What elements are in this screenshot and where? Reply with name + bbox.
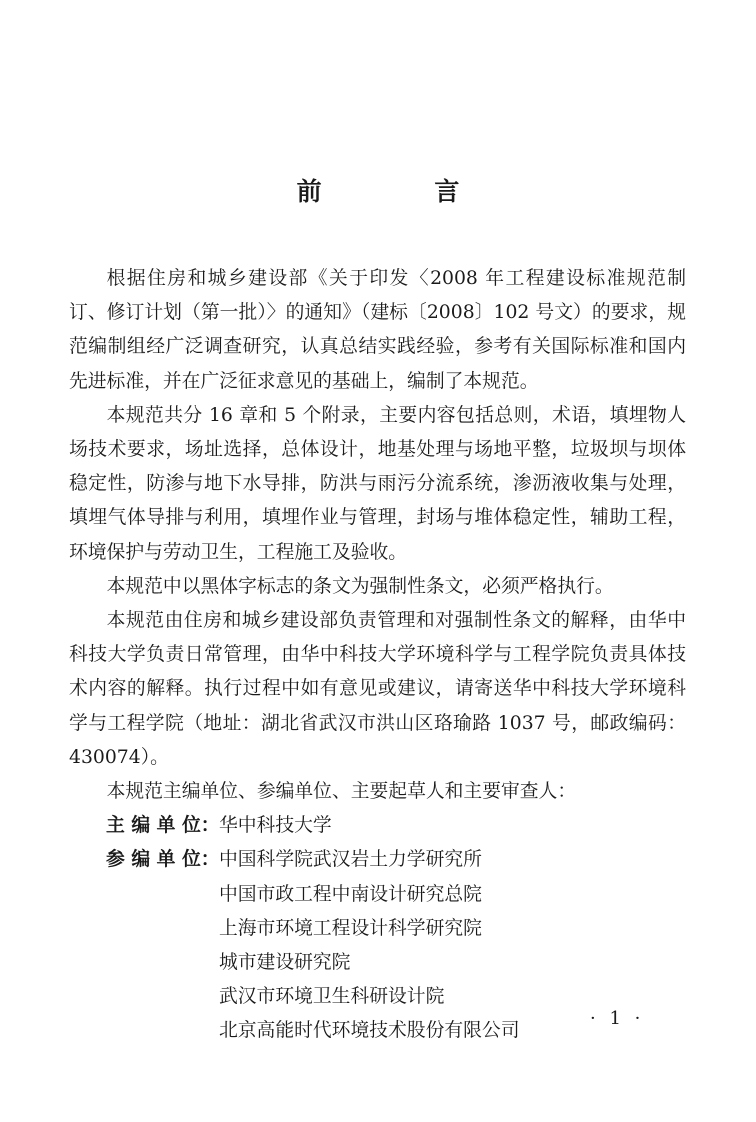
paragraph-4: 本规范由住房和城乡建设部负责管理和对强制性条文的解释，由华中科技大学负责日常管理，由华中科技大学环境科学与工程学院负责具体技术内容的解释。执行过程中如有意见或建议，请寄送华中科技大学环境科学与工程学院（地址：湖北省武汉市洪山区珞瑜路 1037 号，邮政编码：430074）。 [69, 610, 686, 768]
chief-unit-value: 华中科技大学 [219, 815, 332, 837]
participating-unit: 中国科学院武汉岩土力学研究所 [219, 849, 482, 871]
participating-unit: 武汉市环境卫生科研设计院 [219, 986, 445, 1008]
chief-unit-label: 主 编 单 位： [106, 815, 220, 837]
page-title: 前 言 [296, 177, 512, 206]
participating-units-label: 参 编 单 位： [106, 849, 220, 871]
chief-unit-row [69, 809, 686, 843]
paragraph-2: 本规范共分 16 章和 5 个附录，主要内容包括总则，术语，填埋物人场技术要求，场址选择，总体设计，地基处理与场地平整，垃圾坝与坝体稳定性，防渗与地下水导排，防洪与雨污分流系统，渗沥液收集与处理，填埋气体导排与利用，填埋作业与管理，封场与堆体稳定性，辅助工程，环境保护与劳动卫生，工程施工及验收。 [69, 404, 686, 563]
page-number: · 1 · [590, 1008, 645, 1029]
paragraph-5: 本规范主编单位、参编单位、主要起草人和主要审查人： [106, 781, 577, 803]
paragraph-3: 本规范中以黑体字标志的条文为强制性条文，必须严格执行。 [106, 575, 614, 597]
preface-body [69, 262, 686, 1049]
participating-unit: 北京高能时代环境技术股份有限公司 [219, 1020, 520, 1042]
participating-unit: 中国市政工程中南设计研究总院 [219, 883, 482, 905]
participating-unit: 城市建设研究院 [219, 952, 351, 974]
paragraph-1: 根据住房和城乡建设部《关于印发〈2008 年工程建设标准规范制订、修订计划（第一批）〉的通知》（建标〔2008〕102 号文）的要求，规范编制组经广泛调查研究，认真总结实践经验，参考有关国际标准和国内先进标准，并在广泛征求意见的基础上，编制了本规范。 [69, 268, 686, 392]
participating-unit: 上海市环境工程设计科学研究院 [219, 917, 482, 939]
